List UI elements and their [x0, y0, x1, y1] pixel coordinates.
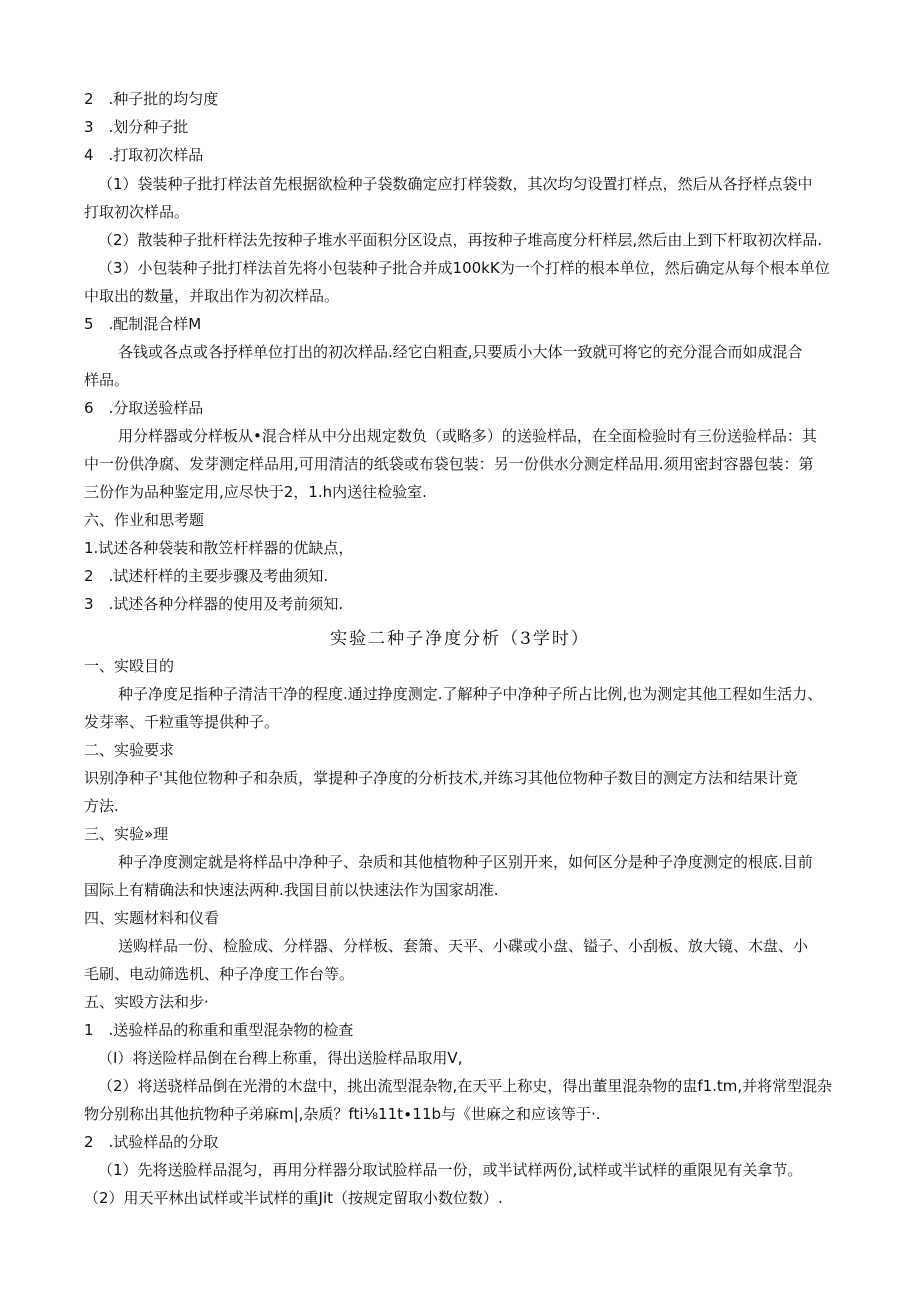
- paragraph-bagged-sampling: （1）袋装种子批打样法首先根据欲检种子袋数确定应打样袋数，其次均匀设置打样点，然后从各抒样点袋中: [98, 175, 813, 193]
- section-principle-heading: 三、实验»理: [84, 825, 169, 843]
- paragraph-requirements-cont: 方法.: [84, 797, 119, 815]
- step-1-item-2: （2）将送骁样品倒在光滑的木盘中，挑出流型混杂物,在天平上称史，得出董里混杂物的盅f1.tm,并将常型混杂: [98, 1077, 833, 1095]
- paragraph-objective: 种子净度足指种子清洁干净的程度.通过挣度测定.了解种子中净种子所占比例,也为测定其他工程如生活力、: [118, 685, 823, 703]
- step-2-item-1: （1）先将送脸样品混匀，再用分样器分取试脸样品一份，或半试样两份,试样或半试样的重限见有关拿节。: [98, 1161, 803, 1179]
- section-objective-heading: 一、实殴目的: [84, 657, 175, 675]
- heading-5-composite-sample: 5 .配制混合样M: [84, 315, 202, 333]
- paragraph-composite-sample: 各钱或各点或各抒样单位打出的初次样品.经它白粗查,只要质小大体一致就可将它的充分混合而如成混合: [118, 343, 803, 361]
- paragraph-composite-sample-cont: 样品。: [84, 371, 130, 389]
- section-methods-heading: 五、实殴方法和步·: [84, 993, 209, 1011]
- paragraph-objective-cont: 发芽率、千粒重等提供种子。: [84, 713, 280, 731]
- paragraph-small-package-sampling-cont: 中取出的数量，并取出作为初次样品。: [84, 287, 340, 305]
- homework-question-3: 3 .试述各种分样器的使用及考前须知.: [84, 595, 344, 613]
- step-2-item-2: （2）用天平林出试样或半试样的重Jit（按规定留取小数位数）.: [84, 1189, 503, 1207]
- paragraph-requirements: 识别净种子'其他位物种子和杂质，掌提种子净度的分析技术,并练习其他位物种子数目的测定方法和结果计竟: [84, 769, 798, 787]
- heading-6-submitted-sample: 6 .分取送验样品: [84, 399, 204, 417]
- paragraph-principle-cont: 国际上有精确法和快速法两种.我国目前以快速法作为国家胡准.: [84, 881, 499, 899]
- paragraph-submitted-sample-2: 中一份供净腐、发芽测定样品用,可用清洁的纸袋或布袋包装：另一份供水分测定样品用.须用密封容器包装：第: [84, 455, 814, 473]
- step-1-item-1: （I）将送险样品倒在台稗上称重，得出送脸样品取用V,: [98, 1049, 463, 1067]
- paragraph-materials: 送购样品一份、检脸成、分样器、分样板、套箫、天平、小碟或小盘、镒子、小刮板、放大镜、木盘、小: [118, 937, 809, 955]
- paragraph-principle: 种子净度测定就是将样品中净种子、杂质和其他植物种子区别开来，如何区分是种子净度测定的根底.目前: [118, 853, 813, 871]
- step-2-heading: 2 .试验样品的分取: [84, 1133, 219, 1151]
- experiment-title: 实验二种子净度分析（3学时）: [330, 629, 590, 649]
- step-1-item-2-cont: 物分别称出其他抗物种子弟麻m|,杂质？fti⅛11t∙11b与《世麻之和应该等于·.: [84, 1105, 601, 1123]
- heading-2-seed-lot-uniformity: 2 .种子批的均匀度: [84, 90, 219, 108]
- paragraph-small-package-sampling: （3）小包装种子批打样法首先将小包装种子批合并成100kK为一个打样的根本单位，然后确定从每个根本单位: [98, 259, 830, 277]
- paragraph-submitted-sample-1: 用分样器或分样板从•混合样从中分出规定数负（或略多）的送验样品，在全面检验时有三份送验样品：其: [118, 427, 817, 445]
- homework-question-2: 2 .试述杆样的主要步骤及考曲须知.: [84, 567, 329, 585]
- step-1-heading: 1 .送验样品的称重和重型混杂物的检查: [84, 1021, 354, 1039]
- section-requirements-heading: 二、实验要求: [84, 741, 175, 759]
- homework-question-1: 1.试述各种袋装和散笠杆样器的优缺点，: [84, 539, 354, 557]
- paragraph-submitted-sample-3: 三份作为品种鉴定用,应尽快于2，1.h内送往检验室.: [84, 483, 427, 501]
- heading-3-divide-seed-lot: 3 .划分种子批: [84, 118, 189, 136]
- paragraph-bulk-sampling: （2）散装种子批杆样法先按种子堆水平面积分区设点，再按种子堆高度分杆样层,然后由上到下杆取初次样品.: [98, 231, 823, 249]
- paragraph-materials-cont: 毛刷、电动筛选机、种子净度工作台等。: [84, 965, 355, 983]
- section-homework-heading: 六、作业和思考题: [84, 511, 205, 529]
- section-materials-heading: 四、实题材料和仪看: [84, 909, 220, 927]
- heading-4-primary-samples: 4 .打取初次样品: [84, 146, 204, 164]
- paragraph-bagged-sampling-cont: 打取初次样品。: [84, 203, 190, 221]
